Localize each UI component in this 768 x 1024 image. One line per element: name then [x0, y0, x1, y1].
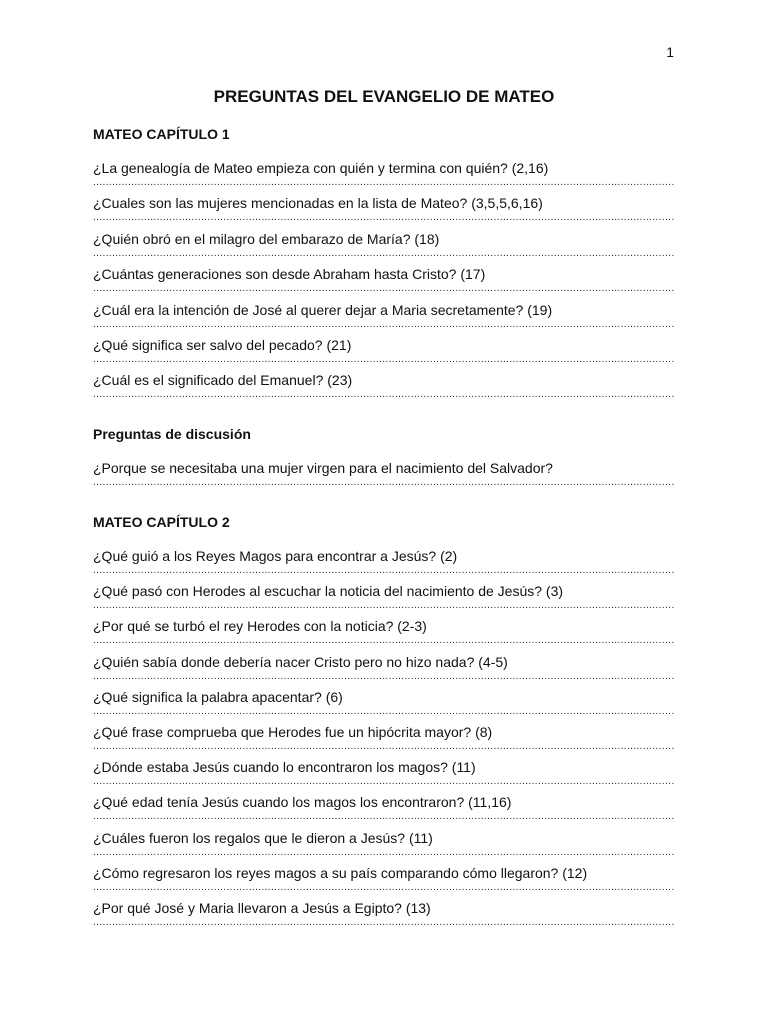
question-text: ¿Por qué José y Maria llevaron a Jesús a Egipto? (13)	[93, 899, 431, 916]
answer-line	[93, 706, 674, 718]
question-item	[93, 195, 674, 230]
question-text: ¿Quién obró en el milagro del embarazo de María? (18)	[93, 230, 440, 247]
answer-line	[93, 283, 674, 295]
chapter-2-heading: MATEO CAPÍTULO 2	[93, 514, 230, 530]
question-item	[93, 900, 674, 935]
answer-line	[93, 565, 674, 577]
question-item	[93, 548, 674, 583]
answer-line	[93, 212, 674, 224]
answer-line	[93, 389, 674, 401]
question-text: ¿Qué significa ser salvo del pecado? (21)	[93, 336, 352, 353]
page-number: 1	[666, 44, 674, 60]
answer-line	[93, 477, 674, 489]
answer-line	[93, 671, 674, 683]
question-item	[93, 337, 674, 372]
answer-line	[93, 811, 674, 823]
question-item	[93, 794, 674, 829]
answer-line	[93, 847, 674, 859]
question-text: ¿Cuántas generaciones son desde Abraham hasta Cristo? (17)	[93, 266, 486, 283]
question-text: ¿Cuál es el significado del Emanuel? (23)	[93, 372, 353, 389]
question-text: ¿Qué significa la palabra apacentar? (6)	[93, 688, 343, 705]
answer-line	[93, 177, 674, 189]
answer-line	[93, 600, 674, 612]
question-item	[93, 266, 674, 301]
answer-line	[93, 248, 674, 260]
question-item	[93, 583, 674, 618]
question-item	[93, 689, 674, 724]
answer-line	[93, 741, 674, 753]
question-item	[93, 460, 674, 495]
chapter-2-questions	[93, 548, 674, 935]
discussion-section	[93, 425, 674, 443]
question-item	[93, 654, 674, 689]
question-item	[93, 160, 674, 195]
chapter-1-section	[93, 125, 674, 143]
question-text: ¿Cuales son las mujeres mencionadas en la lista de Mateo? (3,5,5,6,16)	[93, 195, 543, 212]
discussion-questions	[93, 460, 674, 495]
question-item	[93, 724, 674, 759]
question-item	[93, 372, 674, 407]
question-text: ¿Qué frase comprueba que Herodes fue un hipócrita mayor? (8)	[93, 723, 493, 740]
answer-line	[93, 319, 674, 331]
question-text: ¿Porque se necesitaba una mujer virgen para el nacimiento del Salvador?	[93, 460, 553, 476]
question-text: ¿Cómo regresaron los reyes magos a su país comparando cómo llegaron? (12)	[93, 864, 588, 881]
question-item	[93, 302, 674, 337]
question-text: ¿Por qué se turbó el rey Herodes con la noticia? (2-3)	[93, 618, 427, 635]
chapter-1-heading: MATEO CAPÍTULO 1	[93, 126, 230, 142]
document-title: PREGUNTAS DEL EVANGELIO DE MATEO	[213, 87, 555, 106]
question-text: ¿La genealogía de Mateo empieza con quién y termina con quién? (2,16)	[93, 160, 549, 176]
question-text: ¿Dónde estaba Jesús cuando lo encontraron los magos? (11)	[93, 759, 476, 776]
chapter-2-section	[93, 513, 674, 531]
question-item	[93, 759, 674, 794]
question-item	[93, 830, 674, 865]
answer-line	[93, 882, 674, 894]
question-text: ¿Qué edad tenía Jesús cuando los magos los encontraron? (11,16)	[93, 794, 512, 811]
question-text: ¿Qué pasó con Herodes al escuchar la noticia del nacimiento de Jesús? (3)	[93, 583, 564, 600]
question-item	[93, 865, 674, 900]
question-text: ¿Qué guió a los Reyes Magos para encontrar a Jesús? (2)	[93, 548, 458, 564]
question-text: ¿Cuáles fueron los regalos que le dieron a Jesús? (11)	[93, 829, 433, 846]
discussion-heading: Preguntas de discusión	[93, 426, 251, 442]
question-item	[93, 618, 674, 653]
answer-line	[93, 776, 674, 788]
chapter-1-questions	[93, 160, 674, 408]
answer-line	[93, 917, 674, 929]
question-item	[93, 231, 674, 266]
question-text: ¿Quién sabía donde debería nacer Cristo pero no hizo nada? (4-5)	[93, 653, 508, 670]
answer-line	[93, 354, 674, 366]
question-text: ¿Cuál era la intención de José al querer dejar a Maria secretamente? (19)	[93, 301, 553, 318]
answer-line	[93, 635, 674, 647]
